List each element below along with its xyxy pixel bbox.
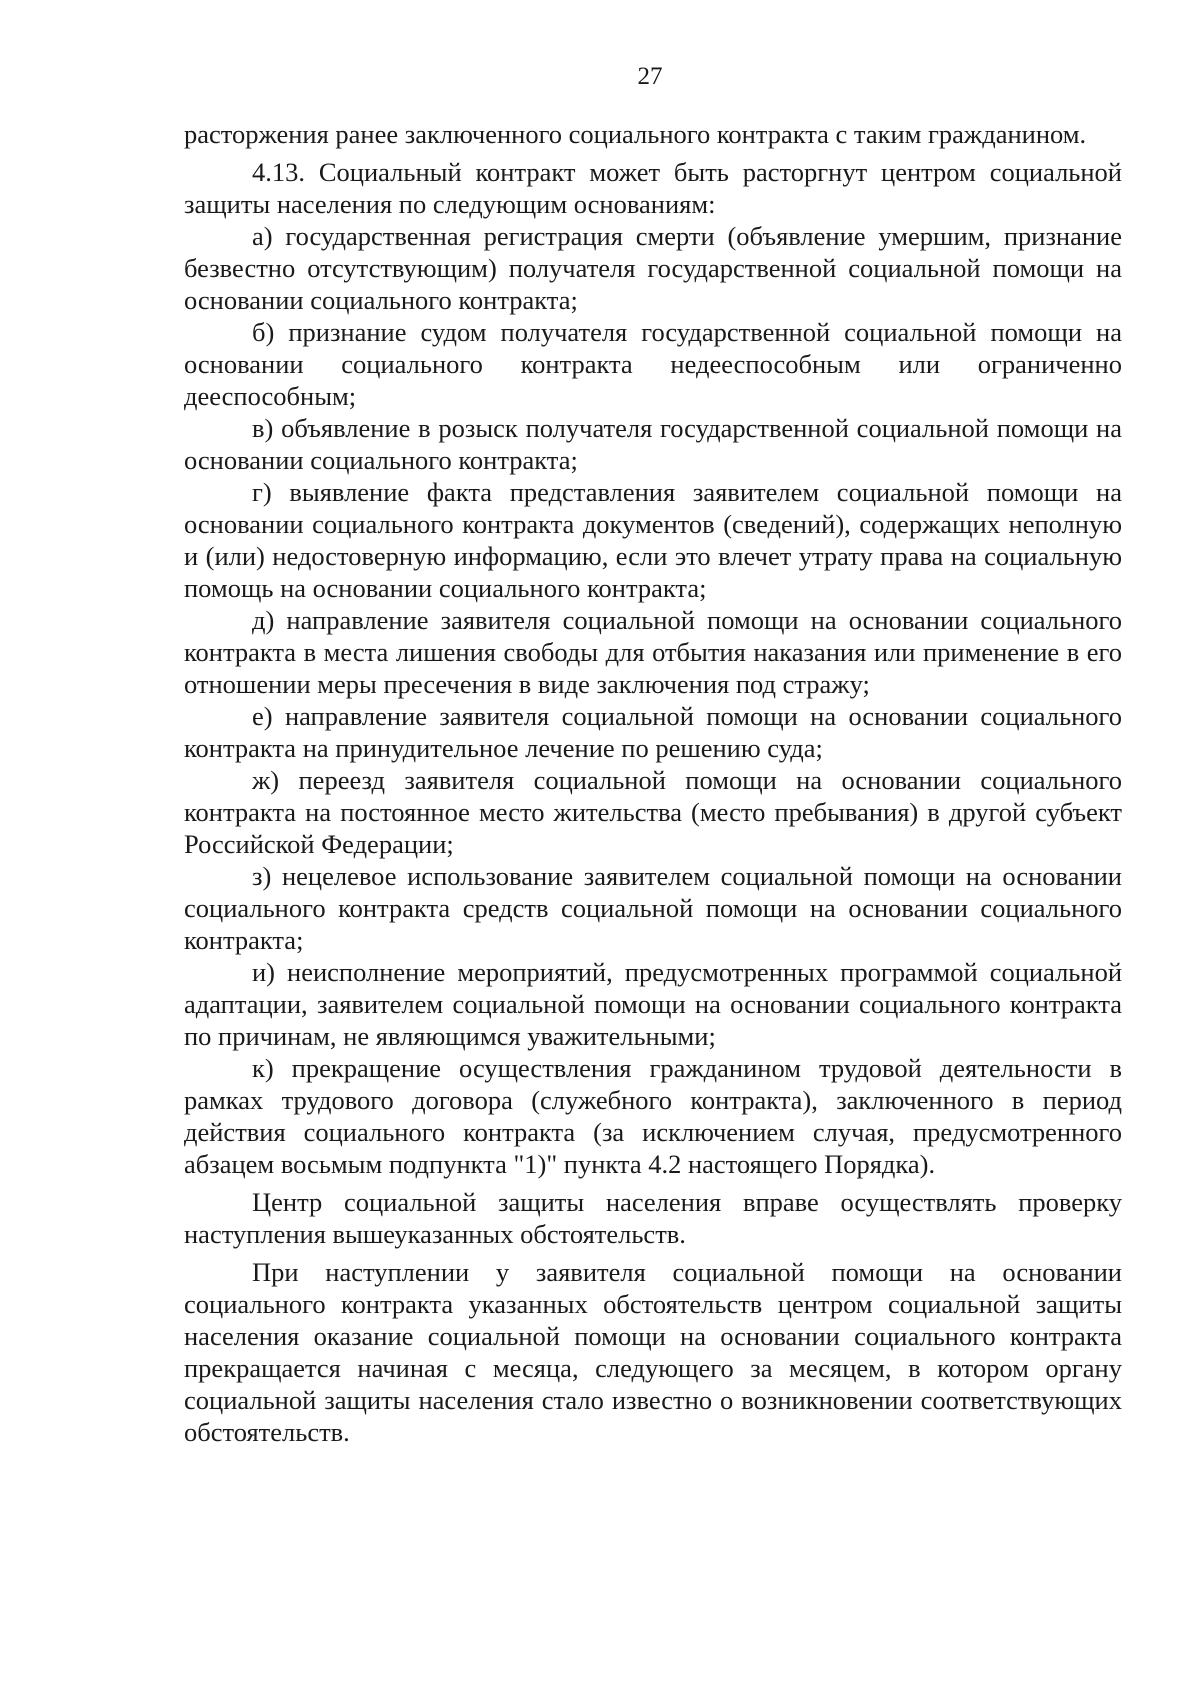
paragraph-4-13: 4.13. Социальный контракт может быть расторгнут центром социальной защиты населения по следующим основаниям: — [184, 157, 1122, 219]
page-number: 27 — [637, 63, 663, 90]
paragraph-item-v: в) объявление в розыск получателя государственной социальной помощи на основании социального контракта; — [184, 413, 1122, 475]
paragraph-item-i: и) неисполнение мероприятий, предусмотренных программой социальной адаптации, заявителем социальной помощи на основании социального контракта по причинам, не являющимся уважительными; — [184, 957, 1122, 1051]
paragraph-item-b: б) признание судом получателя государственной социальной помощи на основании социального контракта недееспособным или ограниченно дееспособным; — [184, 317, 1122, 411]
paragraph-continuation: расторжения ранее заключенного социального контракта с таким гражданином. — [184, 119, 1087, 149]
paragraph-item-d: д) направление заявителя социальной помощи на основании социального контракта в места лишения свободы для отбытия наказания или применение в его отношении меры пресечения в виде заключения под стражу; — [184, 605, 1122, 699]
paragraph-termination: При наступлении у заявителя социальной помощи на основании социального контракта указанных обстоятельств центром социальной защиты населения оказание социальной помощи на основании социального контракта прекращается начиная с месяца, следующего за месяцем, в котором органу социальной защиты населения стало известно о возникновении соответствующих обстоятельств. — [184, 1257, 1122, 1447]
paragraph-item-a: а) государственная регистрация смерти (объявление умершим, признание безвестно отсутствующим) получателя государственной социальной помощи на основании социального контракта; — [184, 221, 1122, 315]
paragraph-item-g: г) выявление факта представления заявителем социальной помощи на основании социального контракта документов (сведений), содержащих неполную и (или) недостоверную информацию, если это влечет утрату права на социальную помощь на основании социального контракта; — [184, 477, 1122, 603]
paragraph-verification: Центр социальной защиты населения вправе осуществлять проверку наступления вышеуказанных обстоятельств. — [184, 1187, 1122, 1249]
paragraph-item-e: е) направление заявителя социальной помощи на основании социального контракта на принудительное лечение по решению суда; — [184, 701, 1122, 763]
paragraph-item-zh: ж) переезд заявителя социальной помощи на основании социального контракта на постоянное место жительства (место пребывания) в другой субъект Российской Федерации; — [184, 765, 1122, 859]
document-body — [184, 118, 1122, 1448]
paragraph-item-z: з) нецелевое использование заявителем социальной помощи на основании социального контракта средств социальной помощи на основании социального контракта; — [184, 861, 1122, 955]
paragraph-item-k: к) прекращение осуществления гражданином трудовой деятельности в рамках трудового договора (служебного контракта), заключенного в период действия социального контракта (за исключением случая, предусмотренного абзацем восьмым подпункта "1)" пункта 4.2 настоящего Порядка). — [184, 1053, 1122, 1179]
